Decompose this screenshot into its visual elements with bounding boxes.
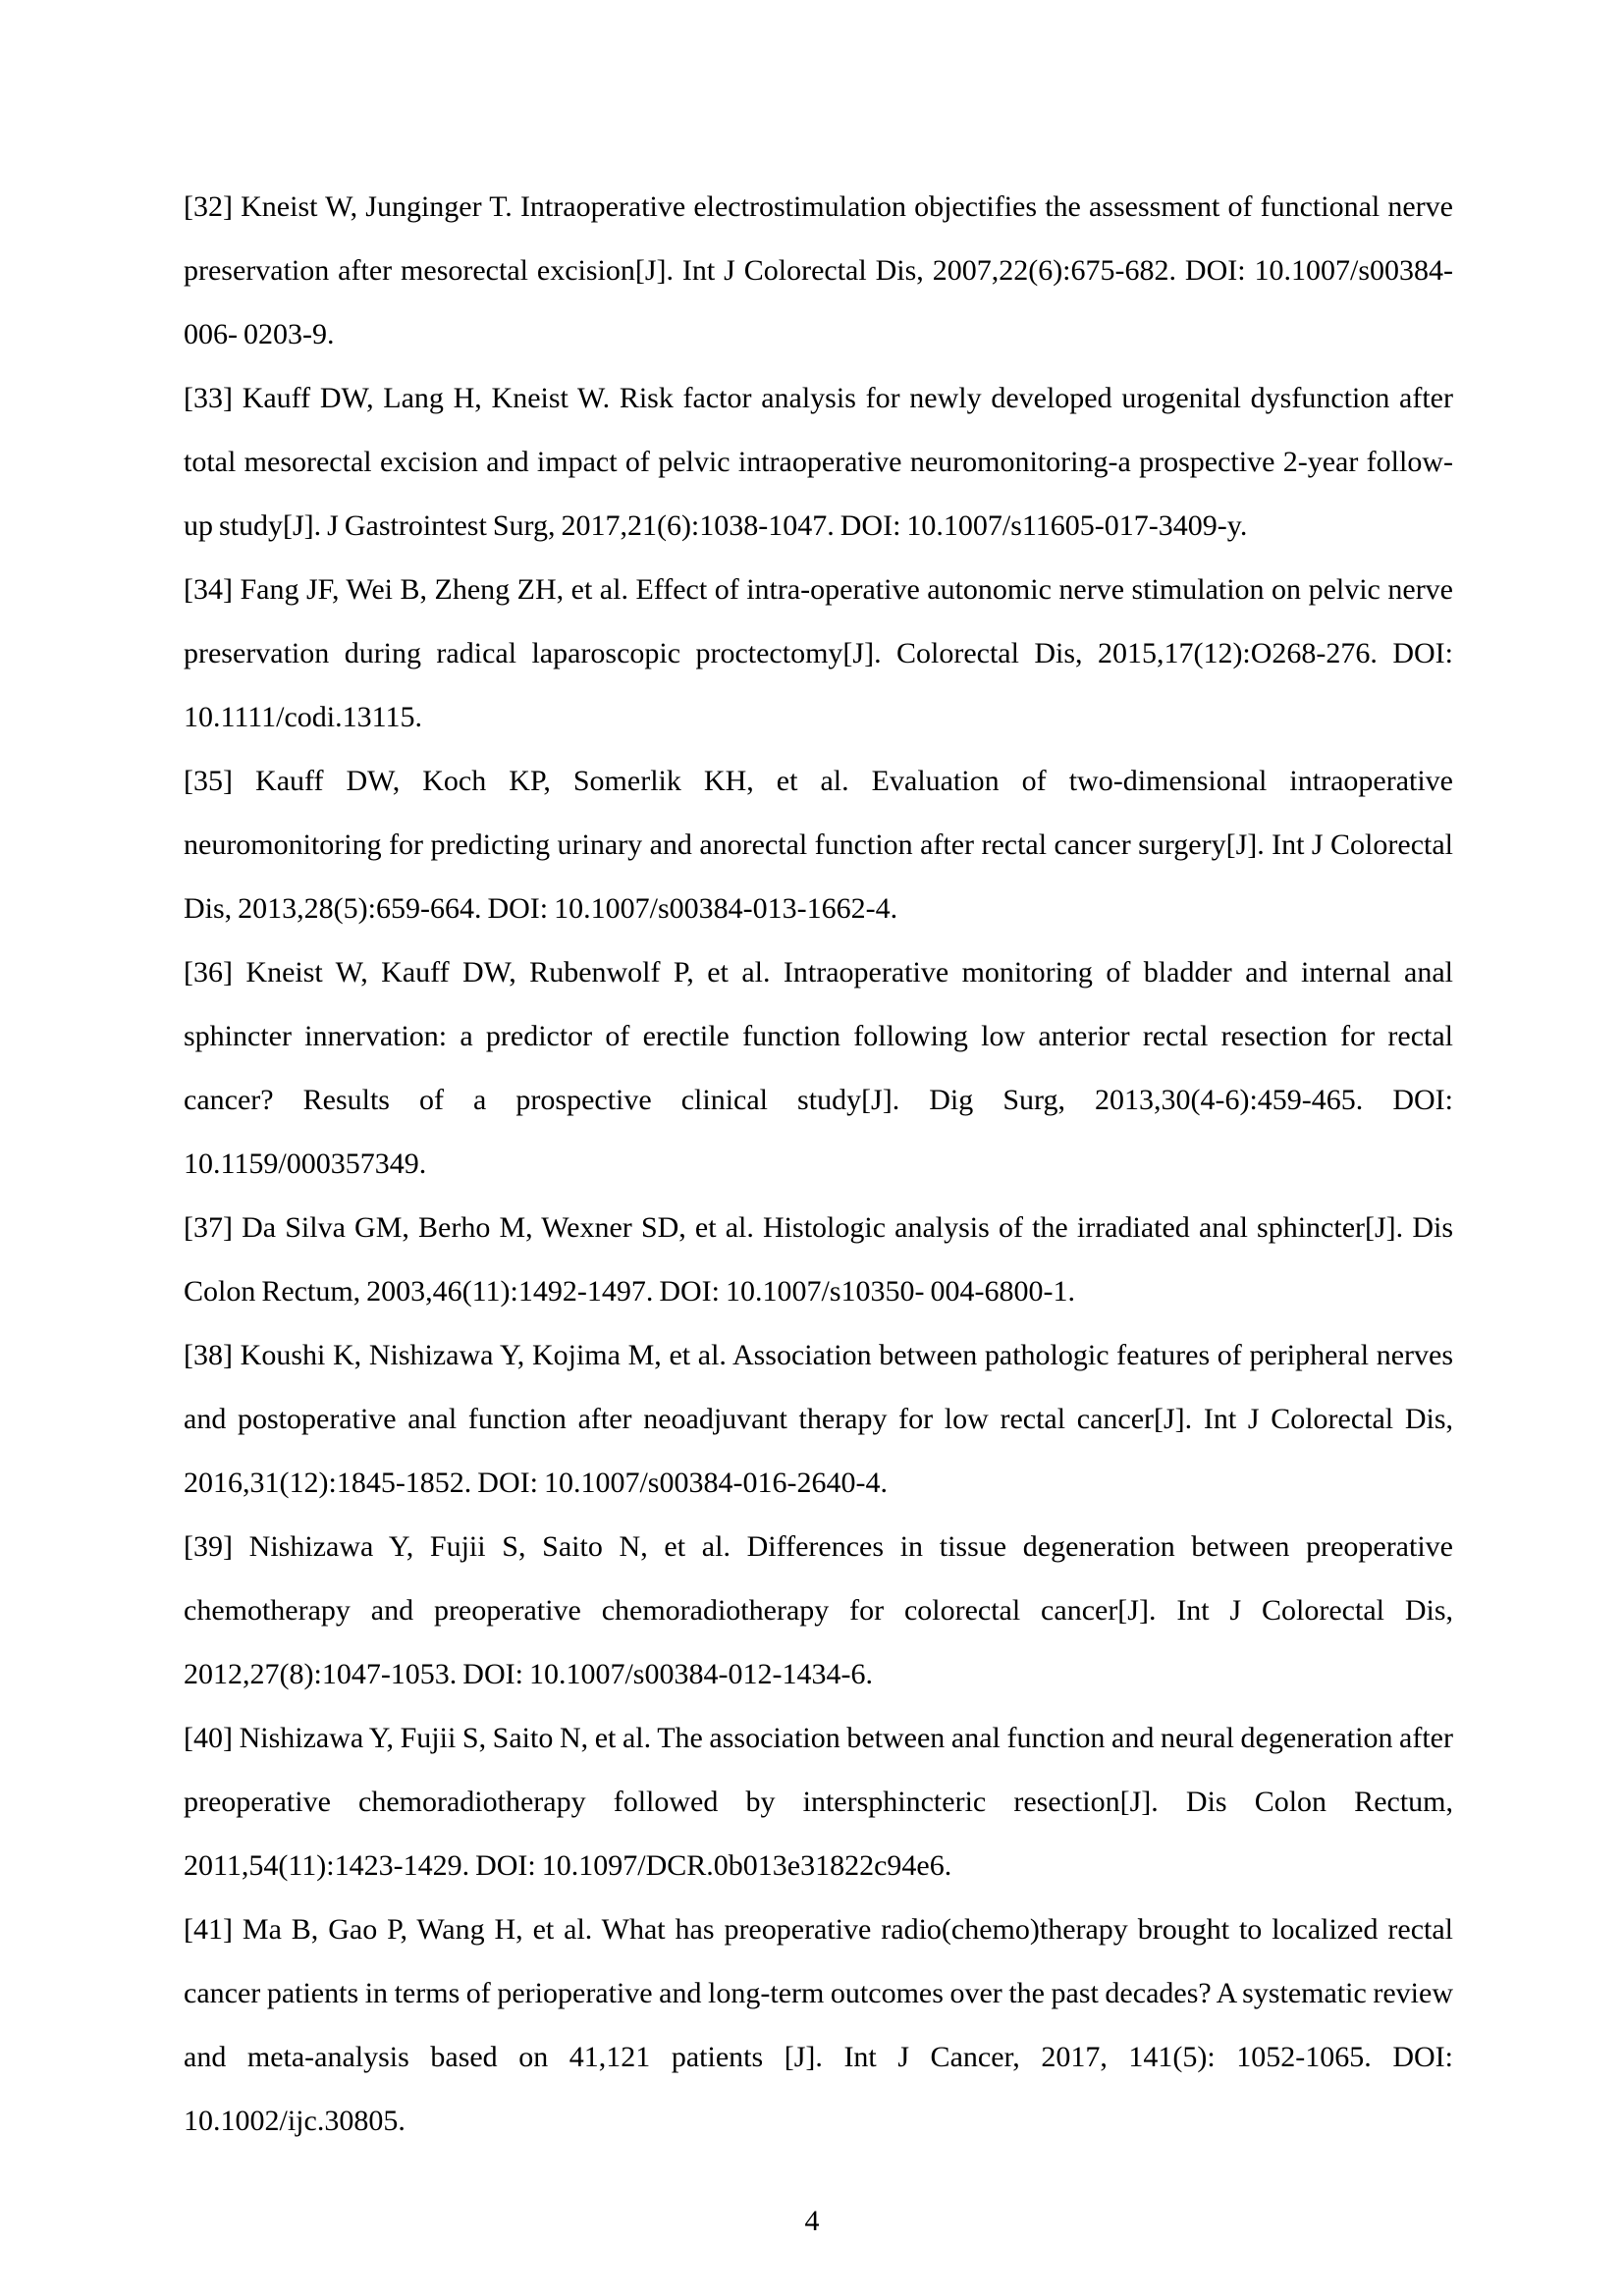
reference-item-39: [39] Nishizawa Y, Fujii S, Saito N, et al. Differences in tissue degeneration between preoperative chemotherapy and preoperative chemoradiotherapy for colorectal cancer[J]. Int J Colorectal Dis, 2012,27(8):1047-1053. DOI: 10.1007/s00384-012-1434-6. xyxy=(184,1530,1453,1690)
reference-item-35: [35] Kauff DW, Koch KP, Somerlik KH, et al. Evaluation of two-dimensional intraoperative neuromonitoring for predicting urinary and anorectal function after rectal cancer surgery[J]. Int J Colorectal Dis, 2013,28(5):659-664. DOI: 10.1007/s00384-013-1662-4. xyxy=(184,765,1453,925)
reference-item-32: [32] Kneist W, Junginger T. Intraoperative electrostimulation objectifies the assessment of functional nerve preservation after mesorectal excision[J]. Int J Colorectal Dis, 2007,22(6):675-682. DOI: 10.1007/s00384-006- 0203-9. xyxy=(184,190,1453,350)
reference-list xyxy=(184,175,1453,2153)
reference-item-38: [38] Koushi K, Nishizawa Y, Kojima M, et al. Association between pathologic features of peripheral nerves and postoperative anal function after neoadjuvant therapy for low rectal cancer[J]. Int J Colorectal Dis, 2016,31(12):1845-1852. DOI: 10.1007/s00384-016-2640-4. xyxy=(184,1339,1453,1499)
reference-item-33: [33] Kauff DW, Lang H, Kneist W. Risk factor analysis for newly developed urogenital dysfunction after total mesorectal excision and impact of pelvic intraoperative neuromonitoring-a prospective 2-year follow-up study[J]. J Gastrointest Surg, 2017,21(6):1038-1047. DOI: 10.1007/s11605-017-3409-y. xyxy=(184,382,1453,542)
reference-item-40: [40] Nishizawa Y, Fujii S, Saito N, et al. The association between anal function and neural degeneration after preoperative chemoradiotherapy followed by intersphincteric resection[J]. Dis Colon Rectum, 2011,54(11):1423-1429. DOI: 10.1097/DCR.0b013e31822c94e6. xyxy=(184,1722,1453,1882)
reference-item-37: [37] Da Silva GM, Berho M, Wexner SD, et al. Histologic analysis of the irradiated anal sphincter[J]. Dis Colon Rectum, 2003,46(11):1492-1497. DOI: 10.1007/s10350- 004-6800-1. xyxy=(184,1211,1453,1308)
reference-item-41: [41] Ma B, Gao P, Wang H, et al. What has preoperative radio(chemo)therapy brought to localized rectal cancer patients in terms of perioperative and long-term outcomes over the past decades? A systematic review and meta-analysis based on 41,121 patients [J]. Int J Cancer, 2017, 141(5): 1052-1065. DOI: 10.1002/ijc.30805. xyxy=(184,1913,1453,2137)
reference-item-34: [34] Fang JF, Wei B, Zheng ZH, et al. Effect of intra-operative autonomic nerve stimulation on pelvic nerve preservation during radical laparoscopic proctectomy[J]. Colorectal Dis, 2015,17(12):O268-276. DOI: 10.1111/codi.13115. xyxy=(184,573,1453,733)
reference-item-36: [36] Kneist W, Kauff DW, Rubenwolf P, et al. Intraoperative monitoring of bladder and internal anal sphincter innervation: a predictor of erectile function following low anterior rectal resection for rectal cancer? Results of a prospective clinical study[J]. Dig Surg, 2013,30(4-6):459-465. DOI: 10.1159/000357349. xyxy=(184,956,1453,1180)
page-number: 4 xyxy=(804,2205,820,2237)
